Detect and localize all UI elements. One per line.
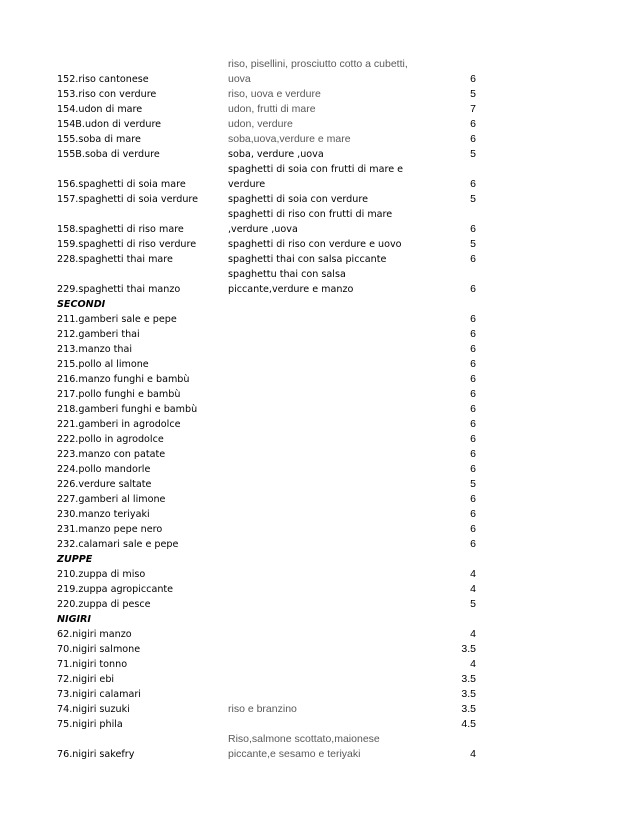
item-description: udon, verdure [228, 118, 293, 130]
menu-item-row [0, 687, 640, 702]
item-price: 4 [470, 748, 476, 760]
menu-item-row [0, 582, 640, 597]
item-description: uova [228, 73, 251, 85]
menu-item-row [0, 417, 640, 432]
item-name: 72.nigiri ebi [57, 674, 115, 685]
menu-item-row [0, 717, 640, 732]
menu-item-row [0, 522, 640, 537]
item-price: 6 [470, 358, 476, 370]
item-name: 212.gamberi thai [57, 329, 140, 340]
item-price: 6 [470, 328, 476, 340]
item-name: 62.nigiri manzo [57, 629, 132, 640]
item-price: 6 [470, 253, 476, 265]
menu-item-row [0, 237, 640, 252]
item-price: 3.5 [461, 643, 476, 655]
item-price: 4 [470, 583, 476, 595]
item-name: 228.spaghetti thai mare [57, 254, 173, 265]
item-name: 75.nigiri phila [57, 719, 123, 730]
menu-item-row [0, 432, 640, 447]
item-description: ,verdure ,uova [228, 224, 298, 235]
item-name: 74.nigiri suzuki [57, 704, 130, 715]
item-description: Riso,salmone scottato,maionese [228, 733, 380, 745]
item-price: 4.5 [461, 718, 476, 730]
item-name: 157.spaghetti di soia verdure [57, 194, 199, 205]
item-price: 5 [470, 148, 476, 160]
menu-item-row [0, 672, 640, 687]
item-price: 6 [470, 313, 476, 325]
item-name: 153.riso con verdure [57, 89, 157, 100]
item-name: 154.udon di mare [57, 104, 143, 115]
item-description: udon, frutti di mare [228, 103, 316, 115]
item-name: 211.gamberi sale e pepe [57, 314, 177, 325]
item-price: 3.5 [461, 673, 476, 685]
item-name: 220.zuppa di pesce [57, 599, 151, 610]
item-price: 6 [470, 448, 476, 460]
item-price: 3.5 [461, 688, 476, 700]
item-name: 229.spaghetti thai manzo [57, 284, 181, 295]
item-description: spaghetti di riso con frutti di mare [228, 209, 393, 220]
menu-item-row [0, 57, 640, 87]
menu-item-row [0, 117, 640, 132]
item-price: 5 [470, 193, 476, 205]
item-price: 5 [470, 478, 476, 490]
menu-item-row [0, 402, 640, 417]
item-name: 155.soba di mare [57, 134, 141, 145]
item-price: 6 [470, 418, 476, 430]
menu-item-row [0, 312, 640, 327]
item-description: piccante,verdure e manzo [228, 284, 354, 295]
item-name: 73.nigiri calamari [57, 689, 141, 700]
item-name: 159.spaghetti di riso verdure [57, 239, 197, 250]
section-title: NIGIRI [57, 614, 91, 625]
item-name: 155B.soba di verdure [57, 149, 160, 160]
menu-item-row [0, 147, 640, 162]
item-name: 226.verdure saltate [57, 479, 152, 490]
item-name: 224.pollo mandorle [57, 464, 151, 475]
item-name: 217.pollo funghi e bambù [57, 389, 181, 400]
menu-item-row [0, 102, 640, 117]
item-name: 152.riso cantonese [57, 74, 149, 85]
item-price: 6 [470, 343, 476, 355]
item-price: 3.5 [461, 703, 476, 715]
menu-item-row [0, 477, 640, 492]
menu-item-row [0, 702, 640, 717]
item-name: 219.zuppa agropiccante [57, 584, 174, 595]
item-name: 223.manzo con patate [57, 449, 166, 460]
item-name: 70.nigiri salmone [57, 644, 141, 655]
item-description: spaghettu thai con salsa [228, 269, 346, 280]
menu-item-row [0, 657, 640, 672]
item-price: 7 [470, 103, 476, 115]
menu-item-row [0, 627, 640, 642]
item-name: 216.manzo funghi e bambù [57, 374, 190, 385]
item-name: 158.spaghetti di riso mare [57, 224, 184, 235]
item-description: spaghetti di riso con verdure e uovo [228, 239, 402, 250]
item-price: 6 [470, 523, 476, 535]
item-description: spaghetti thai con salsa piccante [228, 254, 387, 265]
item-name: 222.pollo in agrodolce [57, 434, 164, 445]
menu-item-row [0, 387, 640, 402]
menu-item-row [0, 462, 640, 477]
item-name: 227.gamberi al limone [57, 494, 166, 505]
menu-item-row [0, 357, 640, 372]
item-name: 76.nigiri sakefry [57, 749, 135, 760]
item-price: 4 [470, 658, 476, 670]
menu-item-row [0, 642, 640, 657]
item-description: riso, uova e verdure [228, 88, 321, 100]
menu-item-row [0, 87, 640, 102]
menu-item-row [0, 372, 640, 387]
item-price: 6 [470, 388, 476, 400]
item-price: 6 [470, 373, 476, 385]
item-price: 6 [470, 463, 476, 475]
menu-item-row [0, 132, 640, 147]
item-price: 6 [470, 538, 476, 550]
item-description: riso e branzino [228, 703, 297, 715]
item-description: spaghetti di soia con frutti di mare e [228, 164, 404, 175]
item-name: 231.manzo pepe nero [57, 524, 163, 535]
item-name: 210.zuppa di miso [57, 569, 146, 580]
item-description: soba, verdure ,uova [228, 149, 324, 160]
menu-item-row [0, 162, 640, 192]
item-name: 213.manzo thai [57, 344, 133, 355]
item-name: 156.spaghetti di soia mare [57, 179, 186, 190]
item-name: 230.manzo teriyaki [57, 509, 150, 520]
item-price: 6 [470, 403, 476, 415]
item-price: 4 [470, 568, 476, 580]
menu-item-row [0, 447, 640, 462]
item-name: 232.calamari sale e pepe [57, 539, 179, 550]
item-name: 221.gamberi in agrodolce [57, 419, 181, 430]
menu-item-row [0, 492, 640, 507]
item-price: 5 [470, 598, 476, 610]
menu-item-row [0, 597, 640, 612]
menu-item-row [0, 342, 640, 357]
item-price: 4 [470, 628, 476, 640]
menu-item-row [0, 567, 640, 582]
item-name: 71.nigiri tonno [57, 659, 128, 670]
item-description: soba,uova,verdure e mare [228, 133, 351, 145]
item-description: spaghetti di soia con verdure [228, 194, 368, 205]
item-price: 6 [470, 178, 476, 190]
item-price: 6 [470, 283, 476, 295]
item-price: 6 [470, 133, 476, 145]
menu-item-row [0, 507, 640, 522]
item-description: verdure [228, 179, 266, 190]
item-price: 5 [470, 238, 476, 250]
menu-item-row [0, 327, 640, 342]
item-price: 6 [470, 223, 476, 235]
item-price: 6 [470, 73, 476, 85]
menu-item-row [0, 207, 640, 237]
section-title: ZUPPE [57, 554, 93, 565]
item-price: 6 [470, 493, 476, 505]
menu-item-row [0, 537, 640, 552]
menu-item-row [0, 192, 640, 207]
item-name: 215.pollo al limone [57, 359, 149, 370]
item-name: 218.gamberi funghi e bambù [57, 404, 198, 415]
menu-item-row [0, 267, 640, 297]
item-price: 6 [470, 118, 476, 130]
item-description: piccante,e sesamo e teriyaki [228, 748, 361, 760]
menu-item-row [0, 252, 640, 267]
section-title: SECONDI [57, 299, 106, 310]
item-name: 154B.udon di verdure [57, 119, 162, 130]
item-price: 6 [470, 433, 476, 445]
menu-item-row [0, 732, 640, 762]
item-price: 6 [470, 508, 476, 520]
item-description: riso, pisellini, prosciutto cotto a cubetti, [228, 58, 408, 70]
item-price: 5 [470, 88, 476, 100]
